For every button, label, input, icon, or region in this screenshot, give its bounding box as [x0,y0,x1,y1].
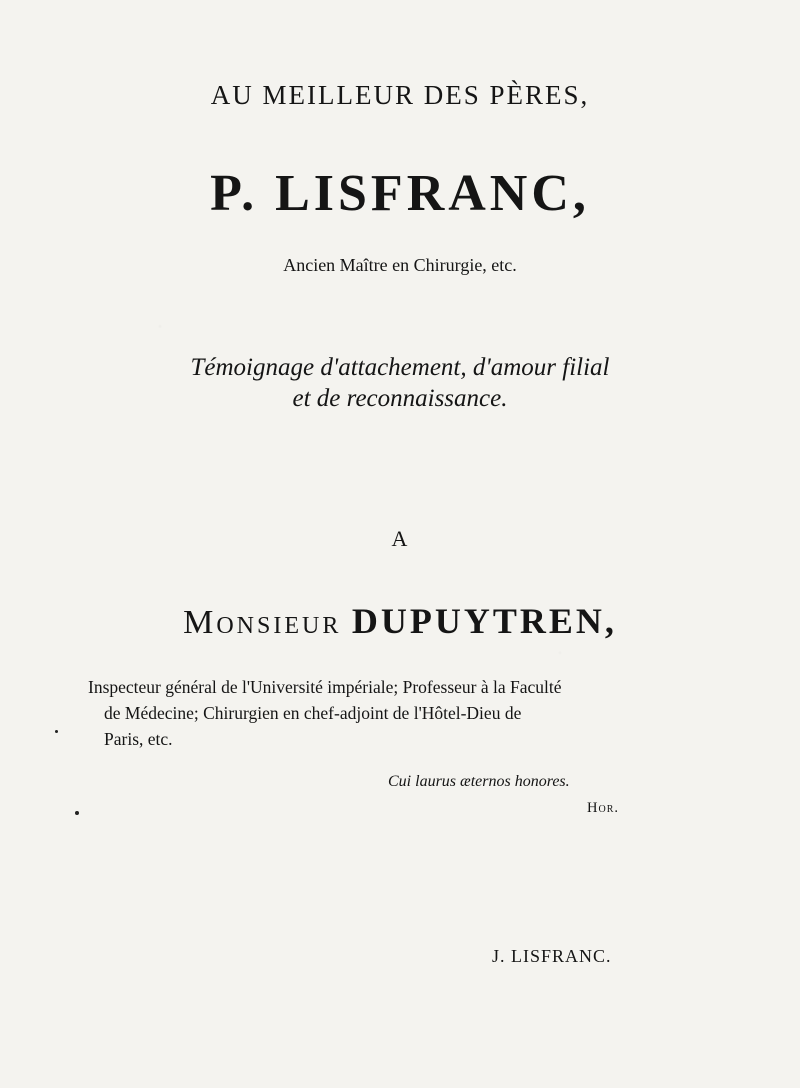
father-title: Ancien Maître en Chirurgie, etc. [283,255,517,275]
paper-speck [55,730,58,733]
epigraph-quote: Cui laurus æternos honores. [388,773,570,790]
recipient-surname: DUPUYTREN, [351,601,617,641]
recipient-name [0,600,800,642]
dedication-heading: AU MEILLEUR DES PÈRES, [210,80,590,110]
paper-speck [75,811,79,815]
signature: J. LISFRANC. [492,946,612,966]
titles-line-3: Paris, etc. [104,729,173,749]
recipient-titles [88,674,708,752]
epigraph-source: Hor. [587,800,619,816]
preposition: A [391,526,409,551]
tribute-line-1: Témoignage d'attachement, d'amour filial [190,354,610,381]
tribute-line-2: et de reconnaissance. [292,385,508,412]
tribute-text [0,352,800,414]
titles-line-1: Inspecteur général de l'Université impériale; Professeur à la Faculté [88,677,562,697]
father-name: P. LISFRANC, [210,165,590,222]
titles-line-2: de Médecine; Chirurgien en chef-adjoint de l'Hôtel-Dieu de [104,703,522,723]
recipient-honorific: Monsieur [183,604,342,641]
